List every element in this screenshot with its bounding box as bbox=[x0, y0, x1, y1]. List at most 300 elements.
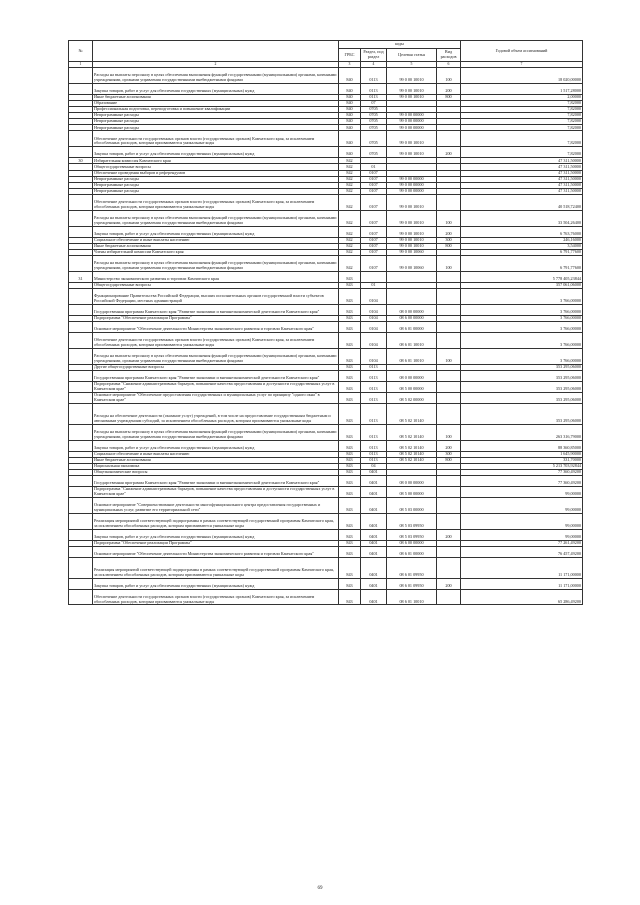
budget-table bbox=[68, 40, 583, 605]
row-target-article: 08 5 02 00000 bbox=[387, 392, 437, 403]
header-total: Годовой объем ассигнований bbox=[461, 41, 583, 62]
row-amount: 353 295,06000 bbox=[461, 381, 583, 392]
row-name: Непрограммные расходы bbox=[93, 119, 339, 125]
row-name: Общегосударственные вопросы bbox=[93, 282, 339, 288]
row-amount: 331,70000 bbox=[461, 457, 583, 463]
row-amount: 353 295,06000 bbox=[461, 364, 583, 370]
row-expense-type: 100 bbox=[437, 348, 461, 364]
row-expense-type: 300 bbox=[437, 451, 461, 457]
row-section: 01 bbox=[361, 282, 387, 288]
row-target-article: 99 0 00 10010 bbox=[387, 194, 437, 210]
row-expense-type: 200 bbox=[437, 226, 461, 237]
row-amount: 77 360,49200 bbox=[461, 469, 583, 475]
row-amount: 88 360,85000 bbox=[461, 440, 583, 451]
row-expense-type bbox=[437, 546, 461, 557]
row-expense-type: 100 bbox=[437, 255, 461, 271]
row-amount: 99,00000 bbox=[461, 513, 583, 529]
row-number bbox=[69, 497, 93, 513]
row-number bbox=[69, 440, 93, 451]
row-amount: 5 213 703,92844 bbox=[461, 463, 583, 469]
row-name: Расходы на выплаты персоналу в целях обеспечения выполнения функций государственными (муниципальными) органами, казенными учреждениями, органами управления государственными внебюджетными фондами bbox=[93, 68, 339, 84]
row-name: Закупка товаров, работ и услуг для обеспечения государственных (муниципальных) нужд bbox=[93, 226, 339, 237]
row-section: 0113 bbox=[361, 424, 387, 440]
column-index: 7 bbox=[461, 62, 583, 68]
row-name: Обеспечение проведения выборов и референдумов bbox=[93, 170, 339, 176]
row-section: 0401 bbox=[361, 546, 387, 557]
row-grbs: 843 bbox=[339, 557, 361, 578]
table-row bbox=[69, 424, 583, 440]
row-name: Члены избирательной комиссии Камчатского края bbox=[93, 249, 339, 255]
row-grbs: 843 bbox=[339, 546, 361, 557]
row-section: 0113 bbox=[361, 94, 387, 100]
table-row bbox=[69, 529, 583, 540]
row-number bbox=[69, 424, 93, 440]
row-amount: 47 311,50000 bbox=[461, 182, 583, 188]
table-row bbox=[69, 210, 583, 226]
row-target-article: 08 5 02 10140 bbox=[387, 457, 437, 463]
row-section: 0113 bbox=[361, 68, 387, 84]
row-amount: 5 778 405,23844 bbox=[461, 271, 583, 282]
row-target-article: 99 0 00 10010 bbox=[387, 68, 437, 84]
row-target-article: 08 5 02 10140 bbox=[387, 403, 437, 424]
row-grbs: 843 bbox=[339, 589, 361, 605]
row-name: Непрограммные расходы bbox=[93, 113, 339, 119]
row-name: Национальная экономика bbox=[93, 463, 339, 469]
row-name: Непрограммные расходы bbox=[93, 125, 339, 131]
table-row bbox=[69, 304, 583, 315]
row-grbs: 843 bbox=[339, 403, 361, 424]
row-number bbox=[69, 513, 93, 529]
row-section: 0705 bbox=[361, 113, 387, 119]
row-amount: 353 295,06000 bbox=[461, 392, 583, 403]
row-amount: 353 295,06000 bbox=[461, 370, 583, 381]
column-index: 2 bbox=[93, 62, 339, 68]
row-target-article bbox=[387, 288, 437, 304]
row-target-article: 99 0 00 10060 bbox=[387, 249, 437, 255]
row-amount: 3 766,00000 bbox=[461, 315, 583, 321]
row-number bbox=[69, 486, 93, 497]
column-index: 6 bbox=[437, 62, 461, 68]
row-name: Основное мероприятие "Совершенствование деятельности многофункционального центра предоставления государственных и муниципальных услуг, развитие его территориальной сети" bbox=[93, 497, 339, 513]
table-row bbox=[69, 381, 583, 392]
row-amount: 77 261,49200 bbox=[461, 540, 583, 546]
row-name: Расходы на выплаты персоналу в целях обеспечения выполнения функций государственными (муниципальными) органами, казенными учреждениями, органами управления государственными внебюджетными фондами bbox=[93, 210, 339, 226]
row-name: Обеспечение деятельности государственных органов власти (государственных органов) Камчатского края, за исключением обособленных расходов, которым присваиваются уникальные коды bbox=[93, 131, 339, 147]
row-number bbox=[69, 348, 93, 364]
column-index: 3 bbox=[339, 62, 361, 68]
row-amount: 357 061,06000 bbox=[461, 282, 583, 288]
table-row bbox=[69, 589, 583, 605]
row-expense-type: 200 bbox=[437, 578, 461, 589]
row-grbs: 842 bbox=[339, 158, 361, 164]
row-amount: 7,82000 bbox=[461, 100, 583, 106]
row-grbs: 843 bbox=[339, 364, 361, 370]
table-body bbox=[69, 68, 583, 605]
row-expense-type: 100 bbox=[437, 210, 461, 226]
row-name: Подпрограмма "Снижение административных барьеров, повышение качества предоставления и доступности государственных услуг в Камчатском крае" bbox=[93, 381, 339, 392]
row-grbs: 842 bbox=[339, 176, 361, 182]
row-target-article: 99 0 00 00000 bbox=[387, 113, 437, 119]
row-section: 0107 bbox=[361, 255, 387, 271]
row-section: 0113 bbox=[361, 440, 387, 451]
row-grbs: 840 bbox=[339, 107, 361, 113]
row-name: Закупка товаров, работ и услуг для обеспечения государственных (муниципальных) нужд bbox=[93, 83, 339, 94]
row-section: 0107 bbox=[361, 249, 387, 255]
row-name: Государственная программа Камчатского края "Развитие экономики и внешнеэкономической деятельности Камчатского края" bbox=[93, 304, 339, 315]
row-amount: 76 457,49200 bbox=[461, 546, 583, 557]
row-amount: 47 311,50000 bbox=[461, 164, 583, 170]
row-target-article: 99 0 00 00000 bbox=[387, 182, 437, 188]
row-number bbox=[69, 589, 93, 605]
row-name: Расходы на обеспечение деятельности (оказание услуг) учреждений, в том числе на предоставление государственным бюджетным и автономным учреждениям субсидий, за исключением обособленных расходов, которым присваиваются уникальные коды bbox=[93, 403, 339, 424]
row-grbs: 843 bbox=[339, 321, 361, 332]
row-section: 0113 bbox=[361, 83, 387, 94]
row-section: 0401 bbox=[361, 540, 387, 546]
row-name: Другие общегосударственные вопросы bbox=[93, 364, 339, 370]
row-name: Непрограммные расходы bbox=[93, 188, 339, 194]
page-number: 69 bbox=[317, 886, 323, 891]
header-number: № bbox=[69, 41, 93, 62]
row-amount: 7,82000 bbox=[461, 131, 583, 147]
row-amount: 246,16000 bbox=[461, 237, 583, 243]
row-section: 0113 bbox=[361, 451, 387, 457]
row-amount: 3 766,00000 bbox=[461, 348, 583, 364]
row-name: Непрограммные расходы bbox=[93, 182, 339, 188]
row-amount: 99,00000 bbox=[461, 486, 583, 497]
row-name: Социальное обеспечение и иные выплаты населению bbox=[93, 451, 339, 457]
row-target-article: 08 5 03 00000 bbox=[387, 497, 437, 513]
row-section: 0401 bbox=[361, 513, 387, 529]
row-target-article: 08 5 03 09950 bbox=[387, 513, 437, 529]
row-section: 0401 bbox=[361, 486, 387, 497]
row-grbs: 842 bbox=[339, 182, 361, 188]
row-amount: 77 360,49200 bbox=[461, 475, 583, 486]
row-name: Подпрограмма "Снижение административных барьеров, повышение качества предоставления и доступности государственных услуг в Камчатском крае" bbox=[93, 486, 339, 497]
row-name: Социальное обеспечение и иные выплаты населению bbox=[93, 237, 339, 243]
row-section: 0113 bbox=[361, 403, 387, 424]
row-target-article: 99 0 00 10010 bbox=[387, 94, 437, 100]
row-target-article: 99 0 00 10010 bbox=[387, 147, 437, 158]
row-expense-type bbox=[437, 486, 461, 497]
row-number: 30 bbox=[69, 158, 93, 164]
row-target-article: 08 0 00 00000 bbox=[387, 475, 437, 486]
row-grbs: 843 bbox=[339, 282, 361, 288]
row-grbs: 843 bbox=[339, 315, 361, 321]
row-target-article: 08 5 02 10140 bbox=[387, 451, 437, 457]
row-number bbox=[69, 210, 93, 226]
row-target-article: 99 0 00 10010 bbox=[387, 237, 437, 243]
row-section: 0113 bbox=[361, 457, 387, 463]
row-amount: 3,54000 bbox=[461, 243, 583, 249]
row-section: 0705 bbox=[361, 107, 387, 113]
table-row bbox=[69, 348, 583, 364]
row-amount: 1 517,28000 bbox=[461, 83, 583, 94]
row-amount: 47 311,50000 bbox=[461, 170, 583, 176]
row-grbs: 840 bbox=[339, 83, 361, 94]
row-name: Государственная программа Камчатского края "Развитие экономики и внешнеэкономической деятельности Камчатского края" bbox=[93, 370, 339, 381]
row-expense-type: 100 bbox=[437, 68, 461, 84]
row-amount: 99,00000 bbox=[461, 529, 583, 540]
row-grbs: 842 bbox=[339, 188, 361, 194]
row-grbs: 843 bbox=[339, 497, 361, 513]
row-amount: 47 311,50000 bbox=[461, 176, 583, 182]
row-target-article: 08 6 01 10010 bbox=[387, 589, 437, 605]
row-grbs: 843 bbox=[339, 348, 361, 364]
row-target-article bbox=[387, 271, 437, 282]
row-grbs: 843 bbox=[339, 304, 361, 315]
row-expense-type bbox=[437, 194, 461, 210]
row-name: Расходы на выплаты персоналу в целях обеспечения выполнения функций государственными (муниципальными) органами, казенными учреждениями, органами управления государственными внебюджетными фондами bbox=[93, 255, 339, 271]
row-name: Подпрограмма "Обеспечение реализации Программы" bbox=[93, 540, 339, 546]
row-grbs: 842 bbox=[339, 164, 361, 170]
row-name: Общегосударственные вопросы bbox=[93, 164, 339, 170]
row-amount: 11 171,00000 bbox=[461, 578, 583, 589]
row-target-article: 99 0 00 00000 bbox=[387, 176, 437, 182]
row-section: 0107 bbox=[361, 226, 387, 237]
row-name: Закупка товаров, работ и услуг для обеспечения государственных (муниципальных) нужд bbox=[93, 147, 339, 158]
row-expense-type bbox=[437, 304, 461, 315]
table-row bbox=[69, 194, 583, 210]
row-name: Закупка товаров, работ и услуг для обеспечения государственных (муниципальных) нужд bbox=[93, 578, 339, 589]
row-grbs: 842 bbox=[339, 243, 361, 249]
table-row bbox=[69, 578, 583, 589]
row-amount: 6 791,77600 bbox=[461, 249, 583, 255]
row-amount: 7,82000 bbox=[461, 147, 583, 158]
row-target-article: 99 0 00 10010 bbox=[387, 131, 437, 147]
row-grbs: 840 bbox=[339, 100, 361, 106]
column-index: 5 bbox=[387, 62, 437, 68]
row-amount: 1 645,90000 bbox=[461, 451, 583, 457]
row-grbs: 842 bbox=[339, 210, 361, 226]
row-section: 01 bbox=[361, 164, 387, 170]
table-row bbox=[69, 513, 583, 529]
row-name: Закупка товаров, работ и услуг для обеспечения государственных (муниципальных) нужд bbox=[93, 440, 339, 451]
row-target-article: 08 6 00 00000 bbox=[387, 540, 437, 546]
row-grbs: 840 bbox=[339, 68, 361, 84]
row-target-article: 99 0 00 10010 bbox=[387, 243, 437, 249]
row-section: 0705 bbox=[361, 119, 387, 125]
header-name bbox=[93, 41, 339, 62]
table-row bbox=[69, 403, 583, 424]
row-name: Иные бюджетные ассигнования bbox=[93, 94, 339, 100]
row-expense-type: 800 bbox=[437, 94, 461, 100]
table-row bbox=[69, 392, 583, 403]
row-target-article: 08 6 00 00000 bbox=[387, 315, 437, 321]
row-number bbox=[69, 381, 93, 392]
row-target-article: 99 0 00 10010 bbox=[387, 210, 437, 226]
row-section bbox=[361, 271, 387, 282]
row-grbs: 843 bbox=[339, 271, 361, 282]
row-number bbox=[69, 304, 93, 315]
row-name: Обеспечение деятельности государственных органов власти (государственных органов) Камчатского края, за исключением обособленных расходов, которым присваиваются уникальные коды bbox=[93, 194, 339, 210]
row-name: Обеспечение деятельности государственных органов власти (государственных органов) Камчатского края, за исключением обособленных расходов, которым присваиваются уникальные коды bbox=[93, 589, 339, 605]
row-expense-type: 200 bbox=[437, 147, 461, 158]
row-amount: 47 311,50000 bbox=[461, 188, 583, 194]
row-section: 0113 bbox=[361, 370, 387, 381]
row-target-article: 08 6 01 00000 bbox=[387, 546, 437, 557]
row-section: 0401 bbox=[361, 529, 387, 540]
row-section: 0401 bbox=[361, 557, 387, 578]
row-number bbox=[69, 370, 93, 381]
row-target-article: 08 5 02 10140 bbox=[387, 424, 437, 440]
row-name: Основное мероприятие "Обеспечение деятельности Министерства экономического развития и торговли Камчатского края" bbox=[93, 321, 339, 332]
row-expense-type bbox=[437, 475, 461, 486]
table-row bbox=[69, 83, 583, 94]
row-number bbox=[69, 529, 93, 540]
row-amount: 33 504,26400 bbox=[461, 210, 583, 226]
row-grbs: 843 bbox=[339, 392, 361, 403]
row-section: 0401 bbox=[361, 578, 387, 589]
row-expense-type: 100 bbox=[437, 424, 461, 440]
row-grbs: 843 bbox=[339, 381, 361, 392]
row-amount: 3 766,00000 bbox=[461, 288, 583, 304]
row-name: Иные бюджетные ассигнования bbox=[93, 243, 339, 249]
row-amount: 7,82000 bbox=[461, 119, 583, 125]
row-name: Профессиональная подготовка, переподготовка и повышение квалификации bbox=[93, 107, 339, 113]
row-section: 0705 bbox=[361, 125, 387, 131]
table-header bbox=[69, 41, 583, 68]
row-number bbox=[69, 332, 93, 348]
row-section: 0401 bbox=[361, 497, 387, 513]
row-number bbox=[69, 226, 93, 237]
row-section: 0107 bbox=[361, 170, 387, 176]
row-expense-type bbox=[437, 403, 461, 424]
row-section: 0107 bbox=[361, 243, 387, 249]
row-section: 0104 bbox=[361, 304, 387, 315]
row-amount: 40 518,72400 bbox=[461, 194, 583, 210]
header-target: Целевая статья bbox=[387, 49, 437, 62]
row-amount: 353 295,06000 bbox=[461, 403, 583, 424]
row-target-article: 08 5 00 00000 bbox=[387, 381, 437, 392]
row-section: 07 bbox=[361, 100, 387, 106]
row-section: 0104 bbox=[361, 332, 387, 348]
row-amount: 18 020,00000 bbox=[461, 68, 583, 84]
row-grbs: 843 bbox=[339, 578, 361, 589]
row-target-article: 99 0 00 00000 bbox=[387, 188, 437, 194]
row-grbs: 842 bbox=[339, 194, 361, 210]
row-grbs: 842 bbox=[339, 226, 361, 237]
row-amount: 7,82000 bbox=[461, 107, 583, 113]
row-target-article: 08 0 00 00000 bbox=[387, 370, 437, 381]
table-row bbox=[69, 68, 583, 84]
row-section: 0107 bbox=[361, 188, 387, 194]
row-section: 0113 bbox=[361, 381, 387, 392]
row-grbs: 842 bbox=[339, 170, 361, 176]
header-grbs: ГРБС bbox=[339, 49, 361, 62]
row-section: 0107 bbox=[361, 237, 387, 243]
row-target-article: 99 0 00 10060 bbox=[387, 255, 437, 271]
row-target-article: 08 0 00 00000 bbox=[387, 304, 437, 315]
row-name: Расходы на выплаты персоналу в целях обеспечения выполнения функций государственными (муниципальными) органами, казенными учреждениями, органами управления государственными внебюджетными фондами bbox=[93, 348, 339, 364]
row-section: 0104 bbox=[361, 348, 387, 364]
row-name: Общеэкономические вопросы bbox=[93, 469, 339, 475]
row-name: Иные бюджетные ассигнования bbox=[93, 457, 339, 463]
row-expense-type bbox=[437, 321, 461, 332]
row-section: 0107 bbox=[361, 176, 387, 182]
header-type: Вид расходов bbox=[437, 49, 461, 62]
row-name: Реализация мероприятий соответствующей подпрограммы в рамках соответствующей государственной программы Камчатского края, за исключением обособленных расходов, которым присваиваются уникальные коды bbox=[93, 513, 339, 529]
row-section: 0401 bbox=[361, 589, 387, 605]
row-name: Расходы на выплаты персоналу в целях обеспечения выполнения функций государственными (муниципальными) органами, казенными учреждениями, органами управления государственными внебюджетными фондами bbox=[93, 424, 339, 440]
row-grbs: 843 bbox=[339, 451, 361, 457]
row-grbs: 843 bbox=[339, 513, 361, 529]
row-grbs: 840 bbox=[339, 147, 361, 158]
row-amount: 2,00000 bbox=[461, 94, 583, 100]
row-target-article: 08 6 01 09950 bbox=[387, 557, 437, 578]
row-number bbox=[69, 68, 93, 84]
row-target-article: 08 6 01 09950 bbox=[387, 578, 437, 589]
row-name: Подпрограмма "Обеспечение реализации Программы" bbox=[93, 315, 339, 321]
table-row bbox=[69, 288, 583, 304]
row-number bbox=[69, 255, 93, 271]
row-target-article: 08 5 00 00000 bbox=[387, 486, 437, 497]
row-expense-type: 200 bbox=[437, 529, 461, 540]
row-section: 04 bbox=[361, 463, 387, 469]
row-expense-type bbox=[437, 557, 461, 578]
row-section: 0107 bbox=[361, 182, 387, 188]
row-number bbox=[69, 578, 93, 589]
row-target-article: 08 5 02 10140 bbox=[387, 440, 437, 451]
row-expense-type bbox=[437, 131, 461, 147]
row-grbs: 843 bbox=[339, 288, 361, 304]
row-grbs: 843 bbox=[339, 457, 361, 463]
row-number bbox=[69, 131, 93, 147]
table-row bbox=[69, 255, 583, 271]
row-grbs: 842 bbox=[339, 237, 361, 243]
row-section: 0401 bbox=[361, 469, 387, 475]
row-name: Министерство экономического развития и торговли Камчатского края bbox=[93, 271, 339, 282]
row-grbs: 840 bbox=[339, 94, 361, 100]
row-number bbox=[69, 403, 93, 424]
row-number bbox=[69, 546, 93, 557]
row-grbs: 842 bbox=[339, 255, 361, 271]
row-grbs: 842 bbox=[339, 249, 361, 255]
row-expense-type bbox=[437, 589, 461, 605]
row-expense-type bbox=[437, 271, 461, 282]
row-name: Избирательная комиссия Камчатского края bbox=[93, 158, 339, 164]
row-grbs: 840 bbox=[339, 131, 361, 147]
row-grbs: 843 bbox=[339, 486, 361, 497]
column-index: 1 bbox=[69, 62, 93, 68]
row-section: 0401 bbox=[361, 475, 387, 486]
row-amount: 3 766,00000 bbox=[461, 332, 583, 348]
row-grbs: 843 bbox=[339, 424, 361, 440]
row-amount: 65 286,49200 bbox=[461, 589, 583, 605]
row-grbs: 843 bbox=[339, 540, 361, 546]
table-row bbox=[69, 546, 583, 557]
row-section: 0113 bbox=[361, 392, 387, 403]
row-grbs: 843 bbox=[339, 332, 361, 348]
row-name: Реализация мероприятий соответствующей подпрограммы в рамках соответствующей государственной программы Камчатского края, за исключением обособленных расходов, которым присваиваются уникальные коды bbox=[93, 557, 339, 578]
row-section: 0113 bbox=[361, 364, 387, 370]
row-expense-type bbox=[437, 392, 461, 403]
row-name: Закупка товаров, работ и услуг для обеспечения государственных (муниципальных) нужд bbox=[93, 529, 339, 540]
row-name: Образование bbox=[93, 100, 339, 106]
row-name: Непрограммные расходы bbox=[93, 176, 339, 182]
row-amount: 99,00000 bbox=[461, 497, 583, 513]
table-row bbox=[69, 475, 583, 486]
row-expense-type bbox=[437, 370, 461, 381]
row-expense-type: 800 bbox=[437, 243, 461, 249]
row-number bbox=[69, 475, 93, 486]
table-row bbox=[69, 557, 583, 578]
row-expense-type bbox=[437, 288, 461, 304]
row-target-article: 99 0 00 10010 bbox=[387, 226, 437, 237]
row-name: Основное мероприятие "Обеспечение деятельности Министерства экономического развития и торговли Камчатского края" bbox=[93, 546, 339, 557]
row-grbs: 840 bbox=[339, 119, 361, 125]
column-index: 4 bbox=[361, 62, 387, 68]
row-amount: 3 766,00000 bbox=[461, 321, 583, 332]
